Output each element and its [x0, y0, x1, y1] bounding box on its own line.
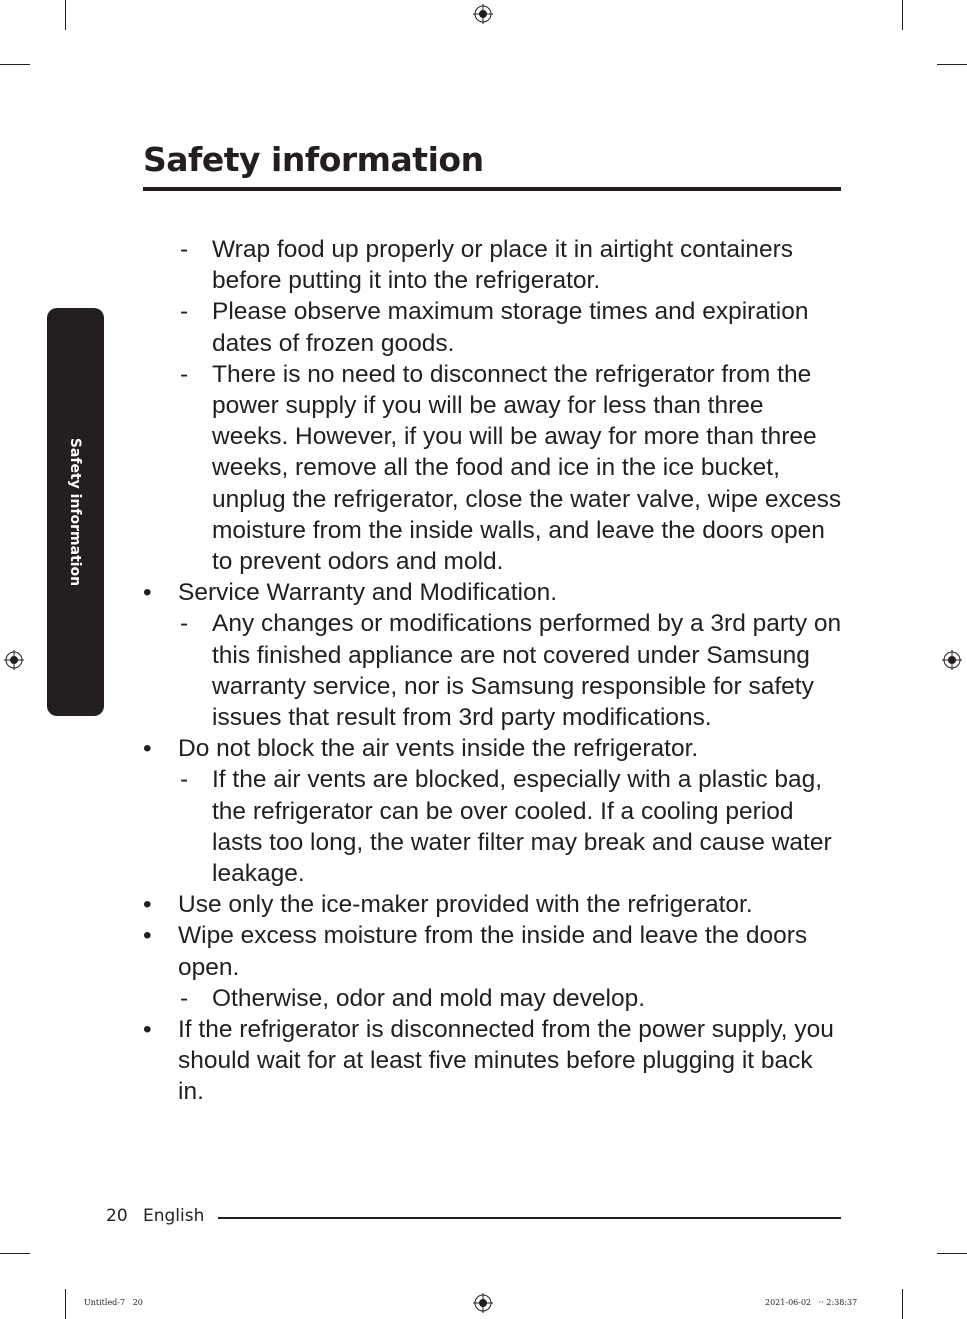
footer-language: English	[143, 1206, 205, 1226]
registration-mark-icon	[473, 1293, 493, 1313]
list-item: • Wipe excess moisture from the inside and leave the doors open.	[143, 920, 843, 982]
content-body	[143, 234, 843, 1108]
list-item: • Do not block the air vents inside the refrigerator.	[143, 733, 843, 764]
sub-list-item: - Please observe maximum storage times and expiration dates of frozen goods.	[143, 296, 843, 358]
crop-mark	[937, 1253, 967, 1254]
registration-mark-icon	[942, 650, 962, 670]
crop-mark	[902, 1289, 903, 1319]
crop-mark	[0, 1253, 30, 1254]
page-number: 20	[106, 1206, 128, 1226]
print-slug-file: Untitled-7 20	[84, 1298, 143, 1307]
crop-mark	[937, 64, 967, 65]
print-slug-datetime: 2021-06-02 ·· 2:38:37	[765, 1298, 858, 1307]
page-title: Safety information	[143, 140, 484, 179]
registration-mark-icon	[4, 650, 24, 670]
sub-list-item: - Any changes or modifications performed by a 3rd party on this finished appliance are not covered under Samsung warranty service, nor is Samsung responsible for safety issues that result from 3rd party modifications.	[143, 608, 843, 733]
crop-mark	[902, 0, 903, 30]
crop-mark	[0, 64, 30, 65]
list-item: • Service Warranty and Modification.	[143, 577, 843, 608]
title-rule	[143, 187, 841, 191]
registration-mark-icon	[473, 4, 493, 24]
sub-list-item: - Wrap food up properly or place it in airtight containers before putting it into the refrigerator.	[143, 234, 843, 296]
crop-mark	[65, 1289, 66, 1319]
safety-list	[143, 234, 843, 1108]
crop-mark	[65, 0, 66, 30]
side-tab-label: Safety information	[67, 437, 83, 587]
sub-list-item: - Otherwise, odor and mold may develop.	[143, 983, 843, 1014]
list-item: • If the refrigerator is disconnected from the power supply, you should wait for at least five minutes before plugging it back in.	[143, 1014, 843, 1108]
sub-list-item: - There is no need to disconnect the refrigerator from the power supply if you will be away for less than three weeks. However, if you will be away for more than three weeks, remove all the food and ice in the ice bucket, unplug the refrigerator, close the water valve, wipe excess moisture from the inside walls, and leave the doors open to prevent odors and mold.	[143, 359, 843, 577]
footer-rule	[218, 1217, 841, 1219]
list-item: • Use only the ice-maker provided with the refrigerator.	[143, 889, 843, 920]
sub-list-item: - If the air vents are blocked, especially with a plastic bag, the refrigerator can be over cooled. If a cooling period lasts too long, the water filter may break and cause water leakage.	[143, 764, 843, 889]
